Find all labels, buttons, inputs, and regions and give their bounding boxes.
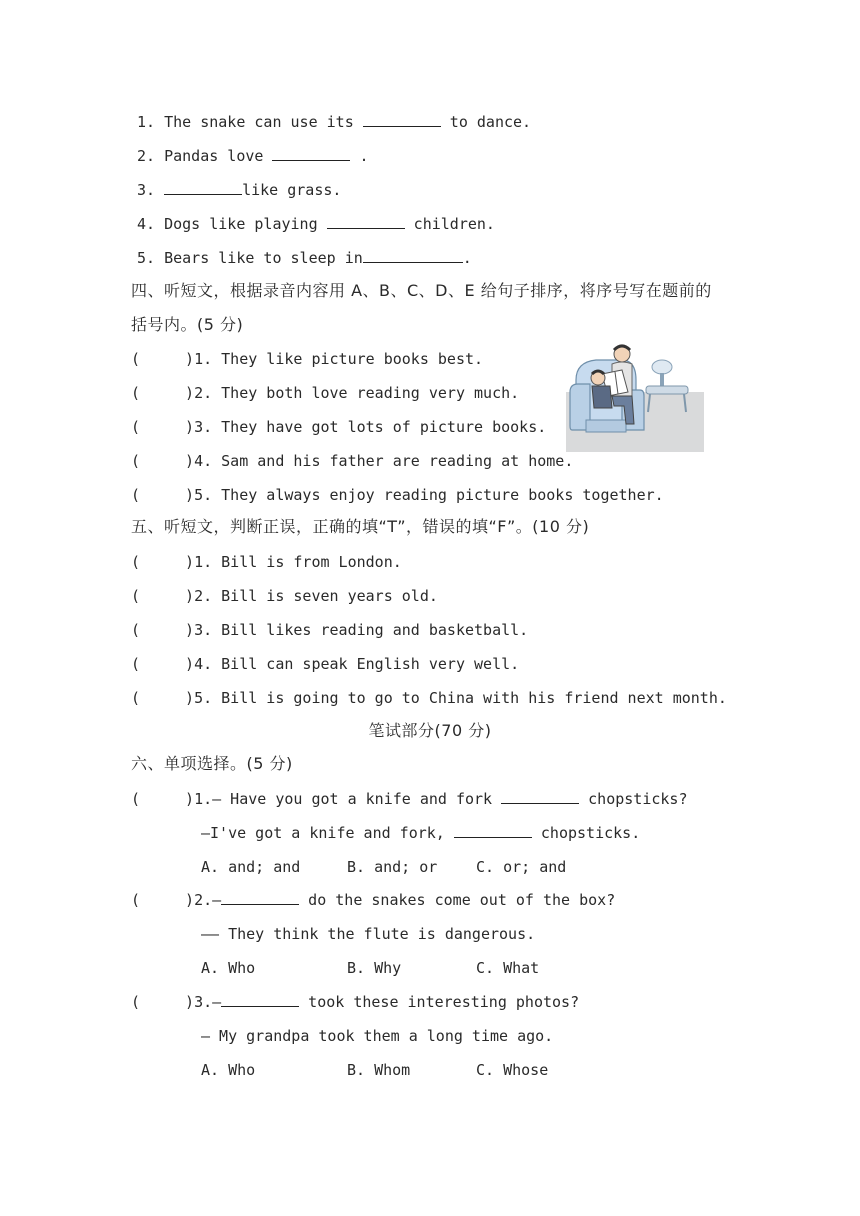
paren-open: ( [131, 790, 141, 808]
option-a[interactable]: A. Who [201, 1061, 256, 1079]
item-number: 2. [137, 147, 156, 165]
section-4-heading-cont: 括号内。(5 分) [131, 315, 244, 334]
order-item-5 [131, 485, 664, 505]
mc-question-1-reply [201, 823, 640, 843]
paren-close: ) [185, 993, 195, 1011]
item-text: Bears like to sleep in [164, 249, 363, 267]
item-text: 5. They always enjoy reading picture books together. [194, 486, 664, 504]
paren-close: ) [185, 790, 195, 808]
answer-blank [454, 823, 532, 838]
item-text: 3. They have got lots of picture books. [194, 418, 547, 436]
paren-close: ) [185, 350, 195, 368]
option-b[interactable]: B. Why [347, 959, 402, 977]
mc-question-2-reply: —— They think the flute is dangerous. [201, 925, 536, 943]
fill-item-4 [137, 214, 495, 234]
paren-close: ) [185, 689, 195, 707]
paren-open: ( [131, 384, 141, 402]
option-b[interactable]: B. Whom [347, 1061, 411, 1079]
question-stem: 2.— [194, 891, 222, 909]
answer-blank[interactable] [327, 214, 405, 229]
option-a[interactable]: A. Who [201, 959, 256, 977]
paren-open: ( [131, 587, 141, 605]
item-text: 5. Bill is going to go to China with his friend next month. [194, 689, 727, 707]
tf-item-4 [131, 654, 519, 674]
option-c[interactable]: C. What [476, 959, 540, 977]
item-text: The snake can use its [164, 113, 363, 131]
question-reply: —I've got a knife and fork, [201, 824, 454, 842]
tf-item-5 [131, 688, 727, 708]
order-item-4 [131, 451, 573, 471]
paren-open: ( [131, 993, 141, 1011]
item-text: 2. They both love reading very much. [194, 384, 520, 402]
item-text: 1. Bill is from London. [194, 553, 402, 571]
item-text: Dogs like playing [164, 215, 327, 233]
answer-blank [221, 890, 299, 905]
paren-open: ( [131, 553, 141, 571]
order-item-2 [131, 383, 519, 403]
paren-open: ( [131, 621, 141, 639]
question-stem: took these interesting photos? [299, 993, 580, 1011]
answer-blank[interactable] [164, 180, 242, 195]
fill-item-1 [137, 112, 531, 132]
question-reply: chopsticks. [531, 824, 641, 842]
question-stem: do the snakes come out of the box? [299, 891, 616, 909]
mc-question-2 [131, 890, 615, 910]
question-stem: 1.— Have you got a knife and fork [194, 790, 502, 808]
tf-item-1 [131, 552, 402, 572]
option-c[interactable]: C. Whose [476, 1061, 549, 1079]
answer-blank[interactable] [363, 112, 441, 127]
question-stem: 3.— [194, 993, 222, 1011]
answer-blank[interactable] [363, 248, 463, 263]
paren-open: ( [131, 350, 141, 368]
paren-close: ) [185, 384, 195, 402]
paren-open: ( [131, 418, 141, 436]
paren-open: ( [131, 452, 141, 470]
paren-close: ) [185, 655, 195, 673]
item-number: 5. [137, 249, 156, 267]
item-text: 4. Bill can speak English very well. [194, 655, 520, 673]
section-5-heading: 五、听短文，判断正误，正确的填“T”，错误的填“F”。(10 分) [131, 517, 590, 536]
mc-question-3-reply: — My grandpa took them a long time ago. [201, 1027, 554, 1045]
item-text: like grass. [242, 181, 342, 199]
option-c[interactable]: C. or; and [476, 858, 567, 876]
item-text: . [462, 249, 472, 267]
section-6-heading: 六、单项选择。(5 分) [131, 754, 293, 773]
paren-open: ( [131, 655, 141, 673]
tf-item-3 [131, 620, 528, 640]
written-part-title: 笔试部分(70 分) [368, 721, 492, 740]
paren-close: ) [185, 486, 195, 504]
order-item-1 [131, 349, 483, 369]
option-a[interactable]: A. and; and [201, 858, 301, 876]
paren-close: ) [185, 587, 195, 605]
paren-open: ( [131, 689, 141, 707]
item-text: Pandas love [164, 147, 273, 165]
tf-item-2 [131, 586, 438, 606]
item-text: . [350, 147, 369, 165]
section-4-heading: 四、听短文，根据录音内容用 A、B、C、D、E 给句子排序，将序号写在题前的 [131, 281, 712, 300]
paren-close: ) [185, 553, 195, 571]
paren-close: ) [185, 621, 195, 639]
item-number: 4. [137, 215, 156, 233]
question-stem: chopsticks? [579, 790, 688, 808]
item-text: to dance. [440, 113, 532, 131]
item-number: 3. [137, 181, 156, 199]
answer-blank [501, 789, 579, 804]
answer-blank [221, 992, 299, 1007]
option-b[interactable]: B. and; or [347, 858, 438, 876]
paren-open: ( [131, 486, 141, 504]
item-text: 4. Sam and his father are reading at home. [194, 452, 574, 470]
paren-close: ) [185, 418, 195, 436]
item-text: 2. Bill is seven years old. [194, 587, 438, 605]
mc-question-1 [131, 789, 687, 809]
paren-open: ( [131, 891, 141, 909]
fill-item-3 [137, 180, 341, 200]
fill-item-5 [137, 248, 472, 268]
item-text: 3. Bill likes reading and basketball. [194, 621, 529, 639]
paren-close: ) [185, 452, 195, 470]
fill-item-2 [137, 146, 369, 166]
item-number: 1. [137, 113, 156, 131]
paren-close: ) [185, 891, 195, 909]
reading-illustration-icon [566, 340, 704, 452]
item-text: 1. They like picture books best. [194, 350, 484, 368]
mc-question-3 [131, 992, 579, 1012]
answer-blank[interactable] [272, 146, 350, 161]
item-text: children. [404, 215, 495, 233]
order-item-3 [131, 417, 546, 437]
